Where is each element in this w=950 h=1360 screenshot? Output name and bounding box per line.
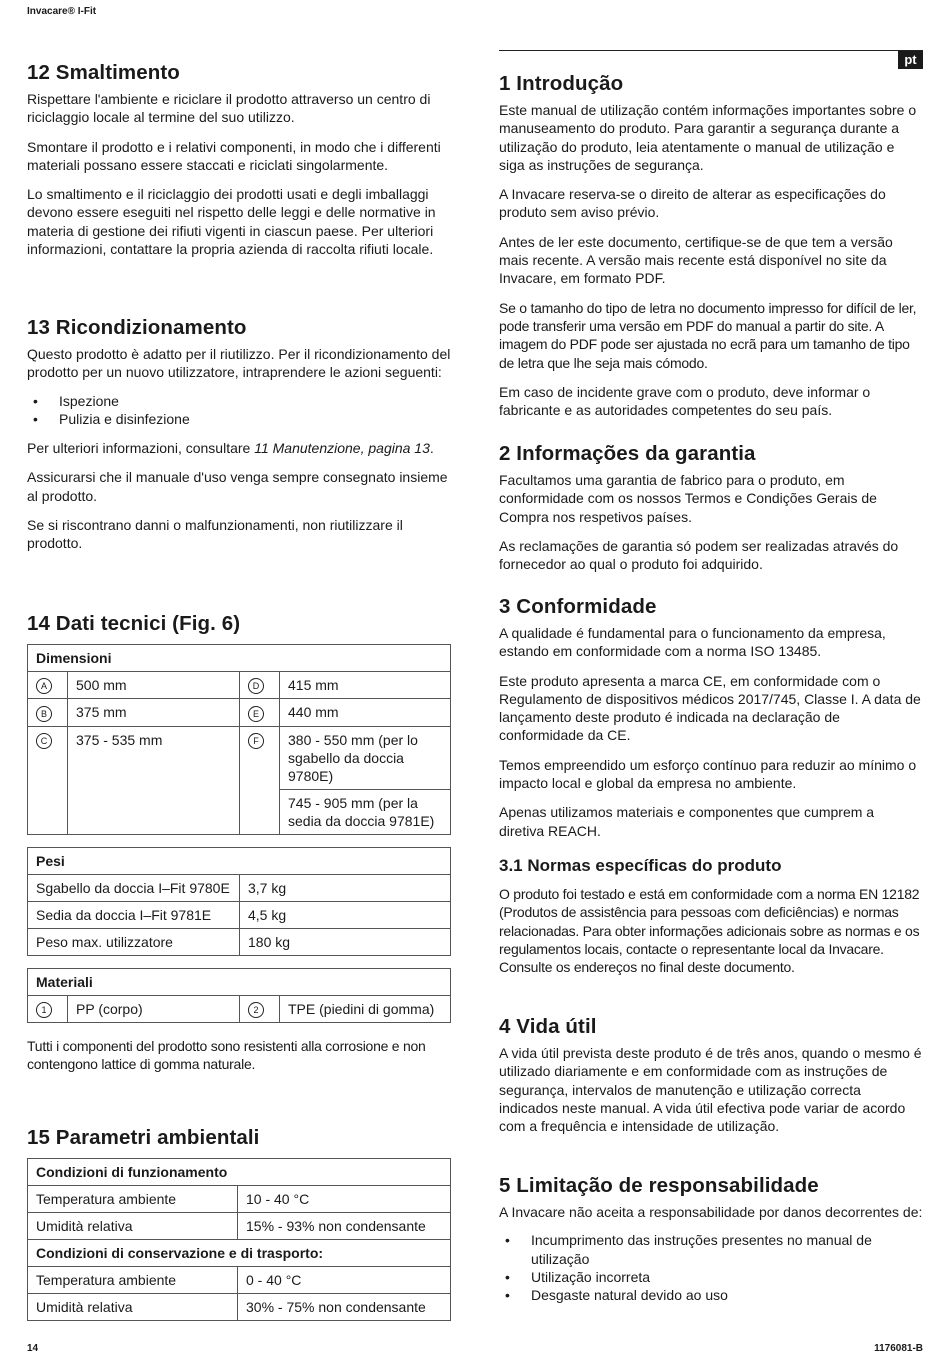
table-cell: 4,5 kg xyxy=(240,901,451,928)
weights-table xyxy=(27,847,451,956)
label-circle: 2 xyxy=(248,1002,264,1018)
section-title: 13 Ricondizionamento xyxy=(27,316,247,339)
table-cell: 375 - 535 mm xyxy=(68,726,240,834)
table-row xyxy=(28,1213,451,1240)
list-item: • Incumprimento das instruções presentes no manual de utilização xyxy=(499,1231,923,1268)
table-cell: 180 kg xyxy=(240,928,451,955)
table-cell: Sedia da doccia I–Fit 9781E xyxy=(28,901,240,928)
list-item: • Desgaste natural devido ao uso xyxy=(499,1286,923,1304)
environment-table xyxy=(27,1158,451,1321)
paragraph: A qualidade é fundamental para o funcionamento da empresa, estando em conformidade com a norma ISO 13485. xyxy=(499,625,886,660)
section-title: 2 Informações da garantia xyxy=(499,442,756,465)
paragraph: As reclamações de garantia só podem ser realizadas através do fornecedor ao qual o produto foi adquirido. xyxy=(499,537,899,573)
label-circle: B xyxy=(36,706,52,722)
section-title: 3 Conformidade xyxy=(499,595,657,618)
table-cell xyxy=(240,699,280,726)
table-cell xyxy=(240,726,280,834)
table-cell: Sgabello da doccia I–Fit 9780E xyxy=(28,874,240,901)
section-title: 14 Dati tecnici (Fig. 6) xyxy=(27,612,241,635)
section-title: 15 Parametri ambientali xyxy=(27,1126,260,1149)
table-row xyxy=(28,901,451,928)
section-14 xyxy=(27,612,451,1073)
table-row xyxy=(28,1267,451,1294)
table-row xyxy=(28,672,451,699)
table-cell xyxy=(28,995,68,1022)
dimensions-table xyxy=(27,644,451,835)
section-title: 5 Limitação de responsabilidade xyxy=(499,1174,819,1197)
table-cell: 10 - 40 °C xyxy=(238,1186,451,1213)
table-cell: 0 - 40 °C xyxy=(238,1267,451,1294)
list-item: • Utilização incorreta xyxy=(499,1268,923,1286)
label-circle: 1 xyxy=(36,1002,52,1018)
bullet-list xyxy=(499,1231,923,1304)
bullet-list xyxy=(27,392,451,429)
label-circle: C xyxy=(36,733,52,749)
section-12 xyxy=(27,61,451,258)
table-header: Condizioni di funzionamento xyxy=(28,1159,451,1186)
table-cell: 375 mm xyxy=(68,699,240,726)
materials-table xyxy=(27,968,451,1023)
table-cell: 500 mm xyxy=(68,672,240,699)
language-badge: pt xyxy=(898,50,923,69)
section-title: 1 Introdução xyxy=(499,72,624,95)
paragraph: Antes de ler este documento, certifique-se de que tem a versão mais recente. A versão mais recente está disponível no site da Invacare, em formato PDF. xyxy=(499,233,893,287)
cross-reference: 11 Manutenzione, pagina 13 xyxy=(254,440,430,457)
paragraph: Assicurarsi che il manuale d'uso venga sempre consegnato insieme al prodotto. xyxy=(27,469,448,504)
section-15 xyxy=(27,1126,451,1321)
section-3-1 xyxy=(499,856,923,976)
paragraph: Em caso de incidente grave com o produto, deve informar o fabricante e as autoridades competentes do seu país. xyxy=(499,383,871,419)
paragraph: Rispettare l'ambiente e riciclare il prodotto attraverso un centro di riciclaggio locale al termine del suo utilizzo. xyxy=(27,91,431,126)
table-cell: Umidità relativa xyxy=(28,1213,238,1240)
paragraph: O produto foi testado e está em conformidade com a norma EN 12182 (Produtos de assistência para pessoas com deficiências) e normas relacionadas. Para obter informações adicionais sobre as normas e os regulamentos locais, contacte o representante local da Invacare. Consulte os endereços no final deste documento. xyxy=(499,886,920,976)
paragraph: Temos empreendido um esforço contínuo para reduzir ao mínimo o impacto local e global da empresa no ambiente. xyxy=(499,756,917,792)
table-cell: 3,7 kg xyxy=(240,874,451,901)
table-cell xyxy=(240,672,280,699)
document-code: 1176081-B xyxy=(874,1343,923,1354)
subsection-title: 3.1 Normas específicas do produto xyxy=(499,856,782,875)
paragraph: A vida útil prevista deste produto é de três anos, quando o mesmo é utilizado diariamente e em conformidade com as instruções de segurança, intervalos de manutenção e utilização correcta indicados neste manual. A vida útil efectiva pode variar de acordo com a frequência e intensidade de utilização. xyxy=(499,1045,922,1135)
table-cell: 415 mm xyxy=(280,672,451,699)
table-row xyxy=(28,726,451,789)
paragraph: Tutti i componenti del prodotto sono resistenti alla corrosione e non contengono lattice di gomma naturale. xyxy=(27,1037,426,1073)
table-cell: Temperatura ambiente xyxy=(28,1186,238,1213)
table-row xyxy=(28,995,451,1022)
label-circle: D xyxy=(248,678,264,694)
section-2 xyxy=(499,442,923,573)
paragraph: Questo prodotto è adatto per il riutilizzo. Per il ricondizionamento del prodotto per un nuovo utilizzatore, intraprendere le azioni seguenti: xyxy=(27,346,451,381)
table-row xyxy=(28,699,451,726)
paragraph: Facultamos uma garantia de fabrico para o produto, em conformidade com os nossos Termos e Condições Gerais de Compra nos respetivos países. xyxy=(499,472,877,525)
list-item: • Ispezione xyxy=(27,392,451,410)
section-title: 12 Smaltimento xyxy=(27,61,180,84)
section-5 xyxy=(499,1174,923,1304)
list-item: • Pulizia e disinfezione xyxy=(27,410,451,428)
table-cell xyxy=(28,726,68,834)
table-row xyxy=(28,1294,451,1321)
section-13 xyxy=(27,316,451,553)
paragraph: Se o tamanho do tipo de letra no documento impresso for difícil de ler, pode transferir uma versão em PDF do manual a partir do site. A imagem do PDF pode ser ajustada no ecrã para um tamanho de tipo de letra que lhe seja mais cómodo. xyxy=(499,299,917,371)
table-header: Condizioni di conservazione e di trasporto: xyxy=(28,1240,451,1267)
paragraph: Este manual de utilização contém informações importantes sobre o manuseamento do produto. Para garantir a segurança durante a utilização do produto, leia atentamente o manual de utilização e siga as instruções de segurança. xyxy=(499,102,917,173)
paragraph: Lo smaltimento e il riciclaggio dei prodotti usati e degli imballaggi devono essere eseguiti nel rispetto delle leggi e delle normative in materia di gestione dei rifiuti vigenti in ciascun paese. Per ulteriori informazioni, contattare la propria azienda di raccolta rifiuti locale. xyxy=(27,186,436,258)
label-circle: E xyxy=(248,706,264,722)
section-1 xyxy=(499,72,923,419)
table-cell: Peso max. utilizzatore xyxy=(28,928,240,955)
paragraph: Este produto apresenta a marca CE, em conformidade com o Regulamento de dispositivos médicos 2017/745, Classe I. A data de lançamento deste produto é indicada na declaração de conformidade da CE. xyxy=(499,672,921,744)
table-cell: TPE (piedini di gomma) xyxy=(280,995,451,1022)
paragraph: A Invacare não aceita a responsabilidade por danos decorrentes de: xyxy=(499,1204,923,1220)
section-divider xyxy=(499,50,923,51)
table-row xyxy=(28,928,451,955)
section-4 xyxy=(499,1015,923,1135)
table-cell xyxy=(28,699,68,726)
paragraph: A Invacare reserva-se o direito de alterar as especificações do produto sem aviso prévio. xyxy=(499,186,886,221)
page-number: 14 xyxy=(27,1343,39,1354)
table-header: Dimensioni xyxy=(28,645,451,672)
label-circle: F xyxy=(248,733,264,749)
paragraph: Smontare il prodotto e i relativi componenti, in modo che i differenti materiali possano essere staccati e riciclati singolarmente. xyxy=(27,138,441,173)
table-cell: 30% - 75% non condensante xyxy=(238,1294,451,1321)
table-cell: Umidità relativa xyxy=(28,1294,238,1321)
table-row xyxy=(28,1186,451,1213)
label-circle: A xyxy=(36,678,52,694)
text: Per ulteriori informazioni, consultare xyxy=(27,440,255,457)
paragraph: Apenas utilizamos materiais e componentes que cumprem a diretiva REACH. xyxy=(499,804,875,839)
table-cell: Temperatura ambiente xyxy=(28,1267,238,1294)
table-cell: 745 - 905 mm (per la sedia da doccia 9781E) xyxy=(280,789,451,834)
table-cell: 440 mm xyxy=(280,699,451,726)
table-header: Pesi xyxy=(28,847,451,874)
table-cell xyxy=(28,672,68,699)
table-header: Materiali xyxy=(28,968,451,995)
section-3 xyxy=(499,595,923,840)
table-cell: 15% - 93% non condensante xyxy=(238,1213,451,1240)
table-row xyxy=(28,874,451,901)
paragraph xyxy=(27,439,451,457)
table-cell: PP (corpo) xyxy=(68,995,240,1022)
table-cell xyxy=(240,995,280,1022)
paragraph: Se si riscontrano danni o malfunzionamenti, non riutilizzare il prodotto. xyxy=(27,517,403,552)
text: . xyxy=(429,440,434,457)
section-title: 4 Vida útil xyxy=(499,1015,597,1038)
table-cell: 380 - 550 mm (per lo sgabello da doccia 9780E) xyxy=(280,726,451,789)
running-header: Invacare® I-Fit xyxy=(27,6,97,17)
